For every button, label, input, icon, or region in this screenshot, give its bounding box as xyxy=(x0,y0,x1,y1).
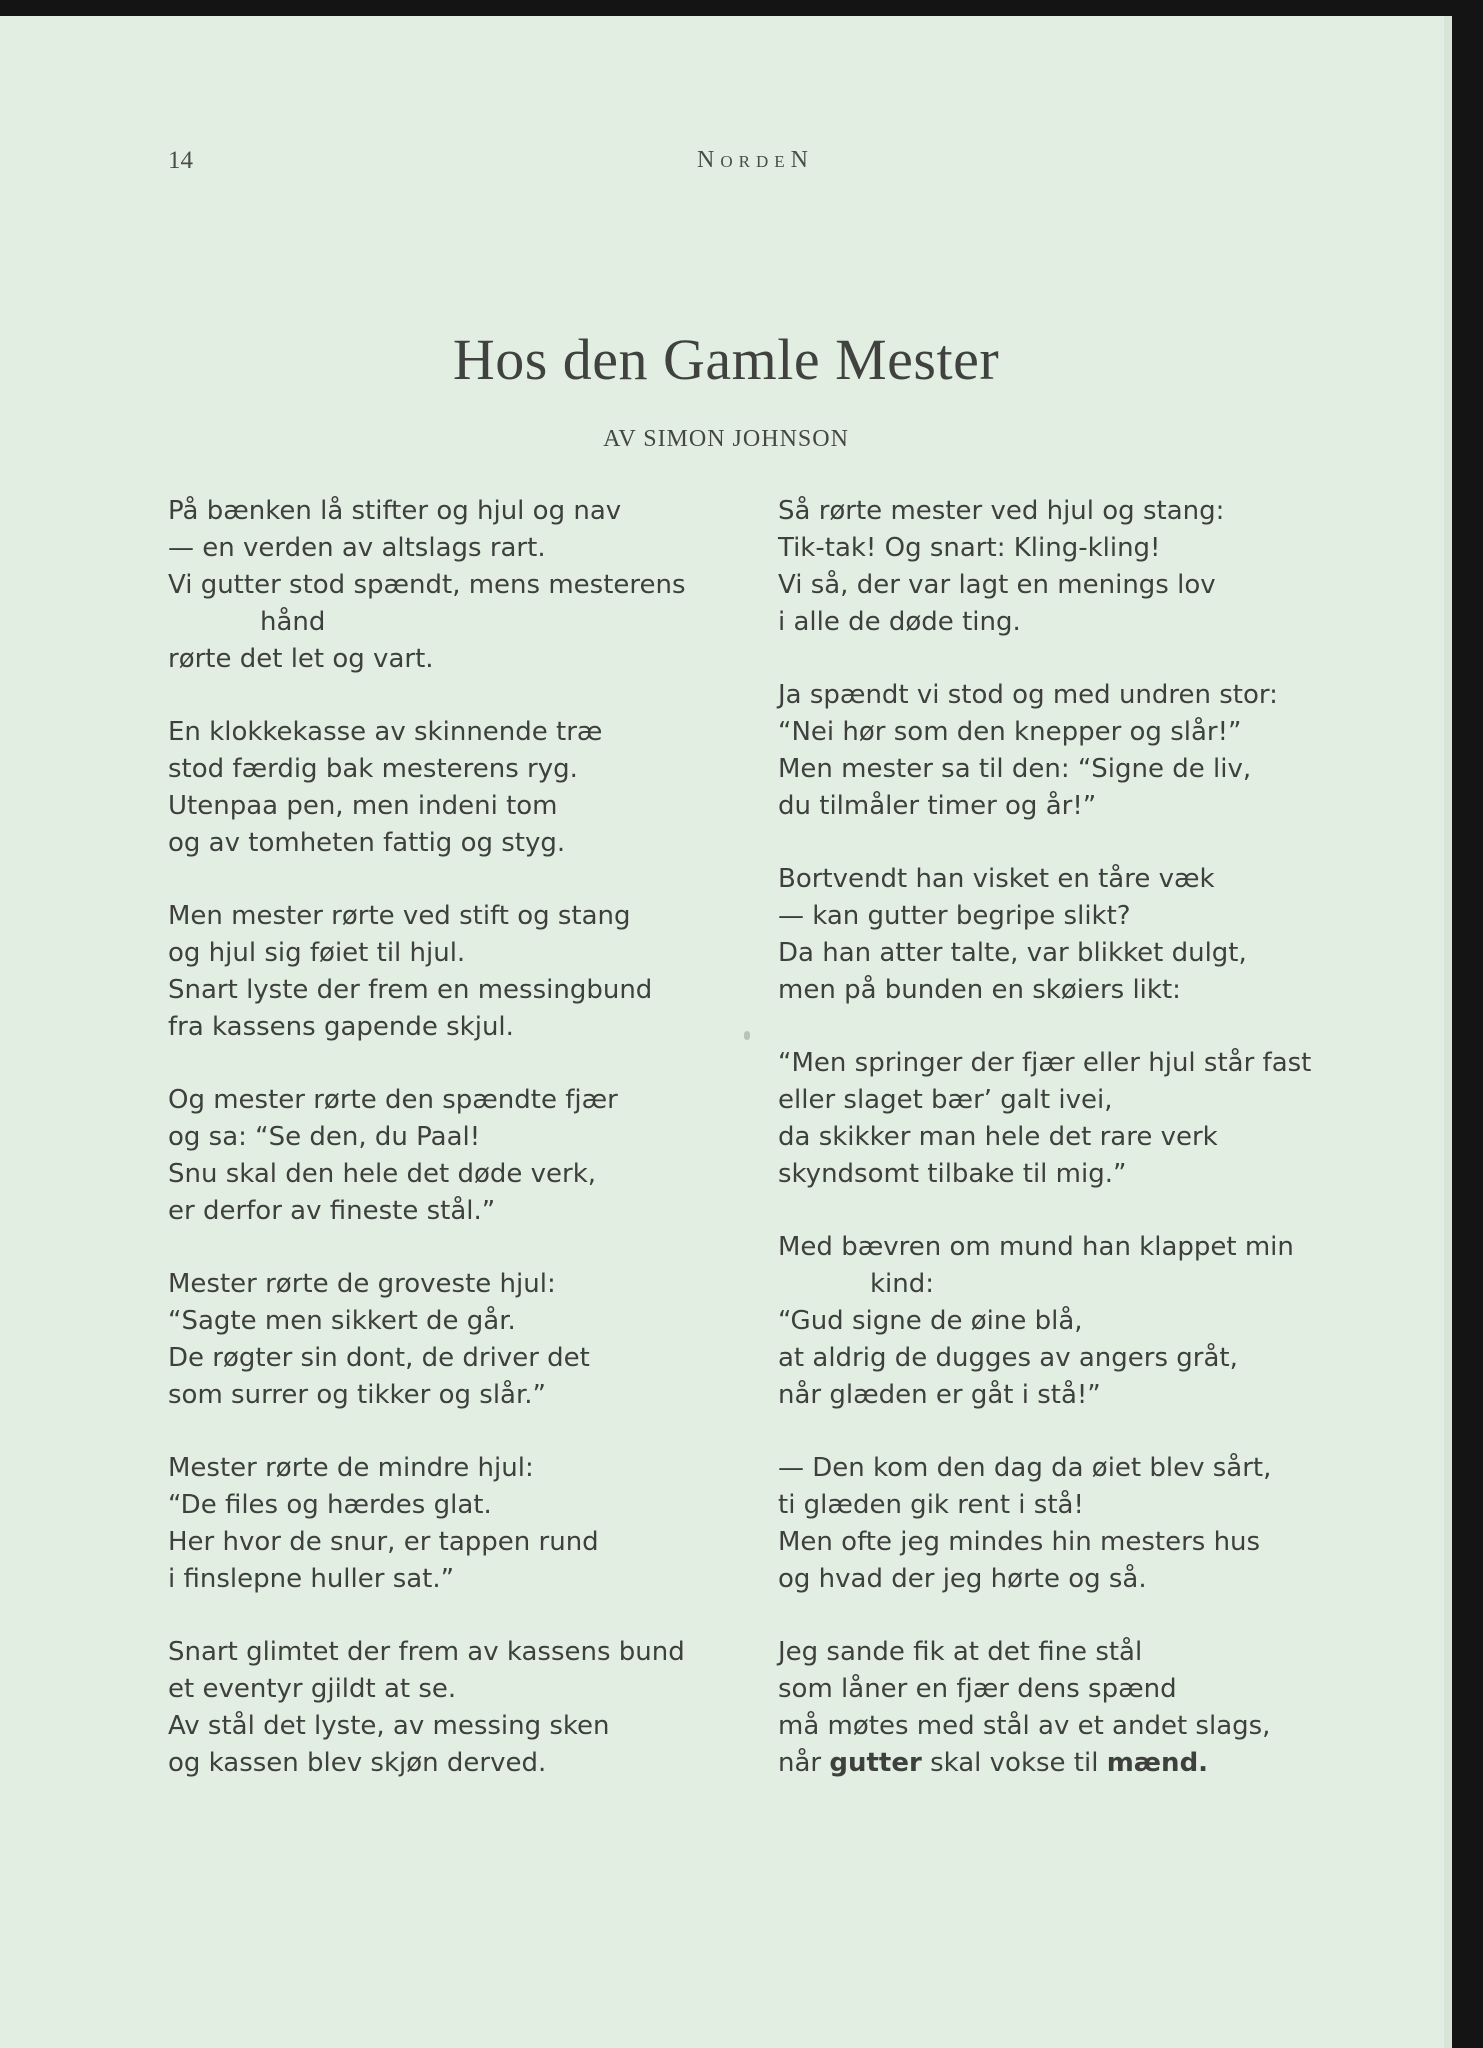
stanza xyxy=(168,714,748,862)
poem-line: Her hvor de snur, er tappen rund xyxy=(168,1527,599,1557)
poem-line: Bortvendt han visket en tåre væk xyxy=(778,864,1215,894)
poem-line: Vi gutter stod spændt, mens mesterens xyxy=(168,570,686,600)
stanza xyxy=(778,861,1368,1009)
poem-line: Mester rørte de groveste hjul: xyxy=(168,1269,556,1299)
poem-line: og av tomheten fattig og styg. xyxy=(168,828,566,858)
poem-line: “Nei hør som den knepper og slår!” xyxy=(778,717,1242,747)
poem-line: i finslepne huller sat.” xyxy=(168,1564,455,1594)
stanza xyxy=(778,677,1368,825)
poem-line: — en verden av altslags rart. xyxy=(168,533,546,563)
stanza xyxy=(168,1082,748,1230)
poem-line: — Den kom den dag da øiet blev sårt, xyxy=(778,1453,1272,1483)
poem-line: “Gud signe de øine blå, xyxy=(778,1306,1083,1336)
final-word-nar: når xyxy=(778,1748,822,1778)
article-title: Hos den Gamle Mester xyxy=(452,327,1000,392)
poem-line: fra kassens gapende skjul. xyxy=(168,1012,514,1042)
poem-column-left xyxy=(168,493,748,1818)
poem-line: Snart lyste der frem en messingbund xyxy=(168,975,653,1005)
poem-line: du tilmåler timer og år!” xyxy=(778,791,1097,821)
poem-line: På bænken lå stifter og hjul og nav xyxy=(168,496,622,526)
poem-line: Snart glimtet der frem av kassens bund xyxy=(168,1637,685,1667)
poem-line: at aldrig de dugges av angers gråt, xyxy=(778,1343,1238,1373)
poem-line-continuation: kind: xyxy=(870,1269,935,1299)
poem-line: Ja spændt vi stod og med undren stor: xyxy=(778,680,1278,710)
poem-line: Tik-tak! Og snart: Kling-kling! xyxy=(778,533,1161,563)
poem-line: et eventyr gjildt at se. xyxy=(168,1674,457,1704)
poem-line: Snu skal den hele det døde verk, xyxy=(168,1159,597,1189)
poem-line: og hjul sig føiet til hjul. xyxy=(168,938,466,968)
stanza xyxy=(168,493,748,678)
poem-line: Jeg sande fik at det fine stål xyxy=(778,1637,1143,1667)
poem-line: rørte det let og vart. xyxy=(168,644,434,674)
poem-line: ti glæden gik rent i stå! xyxy=(778,1490,1084,1520)
poem-line: Vi så, der var lagt en menings lov xyxy=(778,570,1216,600)
stanza xyxy=(168,898,748,1046)
poem-line: skyndsomt tilbake til mig.” xyxy=(778,1159,1127,1189)
stanza xyxy=(168,1266,748,1414)
poem-line: Med bævren om mund han klappet min xyxy=(778,1232,1294,1262)
page-number: 14 xyxy=(168,147,193,174)
poem-line: men på bunden en skøiers likt: xyxy=(778,975,1181,1005)
poem-line: “Sagte men sikkert de går. xyxy=(168,1306,516,1336)
poem-line: Mester rørte de mindre hjul: xyxy=(168,1453,534,1483)
poem-line: De røgter sin dont, de driver det xyxy=(168,1343,590,1373)
poem-line: “De files og hærdes glat. xyxy=(168,1490,492,1520)
poem-line: Og mester rørte den spændte fjær xyxy=(168,1085,618,1115)
poem-line: når glæden er gåt i stå!” xyxy=(778,1380,1101,1410)
poem-line: eller slaget bær’ galt ivei, xyxy=(778,1085,1113,1115)
poem-line: Så rørte mester ved hjul og stang: xyxy=(778,496,1225,526)
poem-line: “Men springer der fjær eller hjul står fast xyxy=(778,1048,1312,1078)
running-header xyxy=(0,147,1444,187)
poem-line: stod færdig bak mesterens ryg. xyxy=(168,754,578,784)
poem-line: da skikker man hele det rare verk xyxy=(778,1122,1218,1152)
final-phrase: skal vokse til xyxy=(930,1748,1099,1778)
stanza xyxy=(168,1450,748,1598)
poem-line: i alle de døde ting. xyxy=(778,607,1021,637)
journal-name: NordeN xyxy=(697,147,814,173)
poem-column-right xyxy=(778,493,1368,1818)
bold-word-gutter: gutter xyxy=(829,1748,922,1778)
poem-line: Men ofte jeg mindes hin mesters hus xyxy=(778,1527,1261,1557)
poem-line: Men mester rørte ved stift og stang xyxy=(168,901,631,931)
stanza xyxy=(778,1450,1368,1598)
poem-line: må møtes med stål av et andet slags, xyxy=(778,1711,1271,1741)
poem-line: Da han atter talte, var blikket dulgt, xyxy=(778,938,1247,968)
poem-line: er derfor av fineste stål.” xyxy=(168,1196,496,1226)
bold-word-maend: mænd. xyxy=(1106,1748,1209,1778)
poem-line-final xyxy=(778,1745,1368,1782)
poem-line: og hvad der jeg hørte og så. xyxy=(778,1564,1147,1594)
stanza xyxy=(778,493,1368,641)
page xyxy=(0,16,1452,2048)
stanza xyxy=(778,1045,1368,1193)
stanza xyxy=(778,1229,1368,1414)
article-byline: AV SIMON JOHNSON xyxy=(603,426,849,452)
poem-line-continuation: hånd xyxy=(260,607,326,637)
poem-line: En klokkekasse av skinnende træ xyxy=(168,717,603,747)
poem-line: som surrer og tikker og slår.” xyxy=(168,1380,547,1410)
poem-line: — kan gutter begripe slikt? xyxy=(778,901,1131,931)
poem-line: Av stål det lyste, av messing sken xyxy=(168,1711,610,1741)
poem-line: og sa: “Se den, du Paal! xyxy=(168,1122,481,1152)
stanza xyxy=(168,1634,748,1782)
poem-line: Men mester sa til den: “Signe de liv, xyxy=(778,754,1252,784)
poem-line: Utenpaa pen, men indeni tom xyxy=(168,791,558,821)
poem-line: som låner en fjær dens spænd xyxy=(778,1674,1177,1704)
stanza xyxy=(778,1634,1368,1782)
poem-line: og kassen blev skjøn derved. xyxy=(168,1748,547,1778)
